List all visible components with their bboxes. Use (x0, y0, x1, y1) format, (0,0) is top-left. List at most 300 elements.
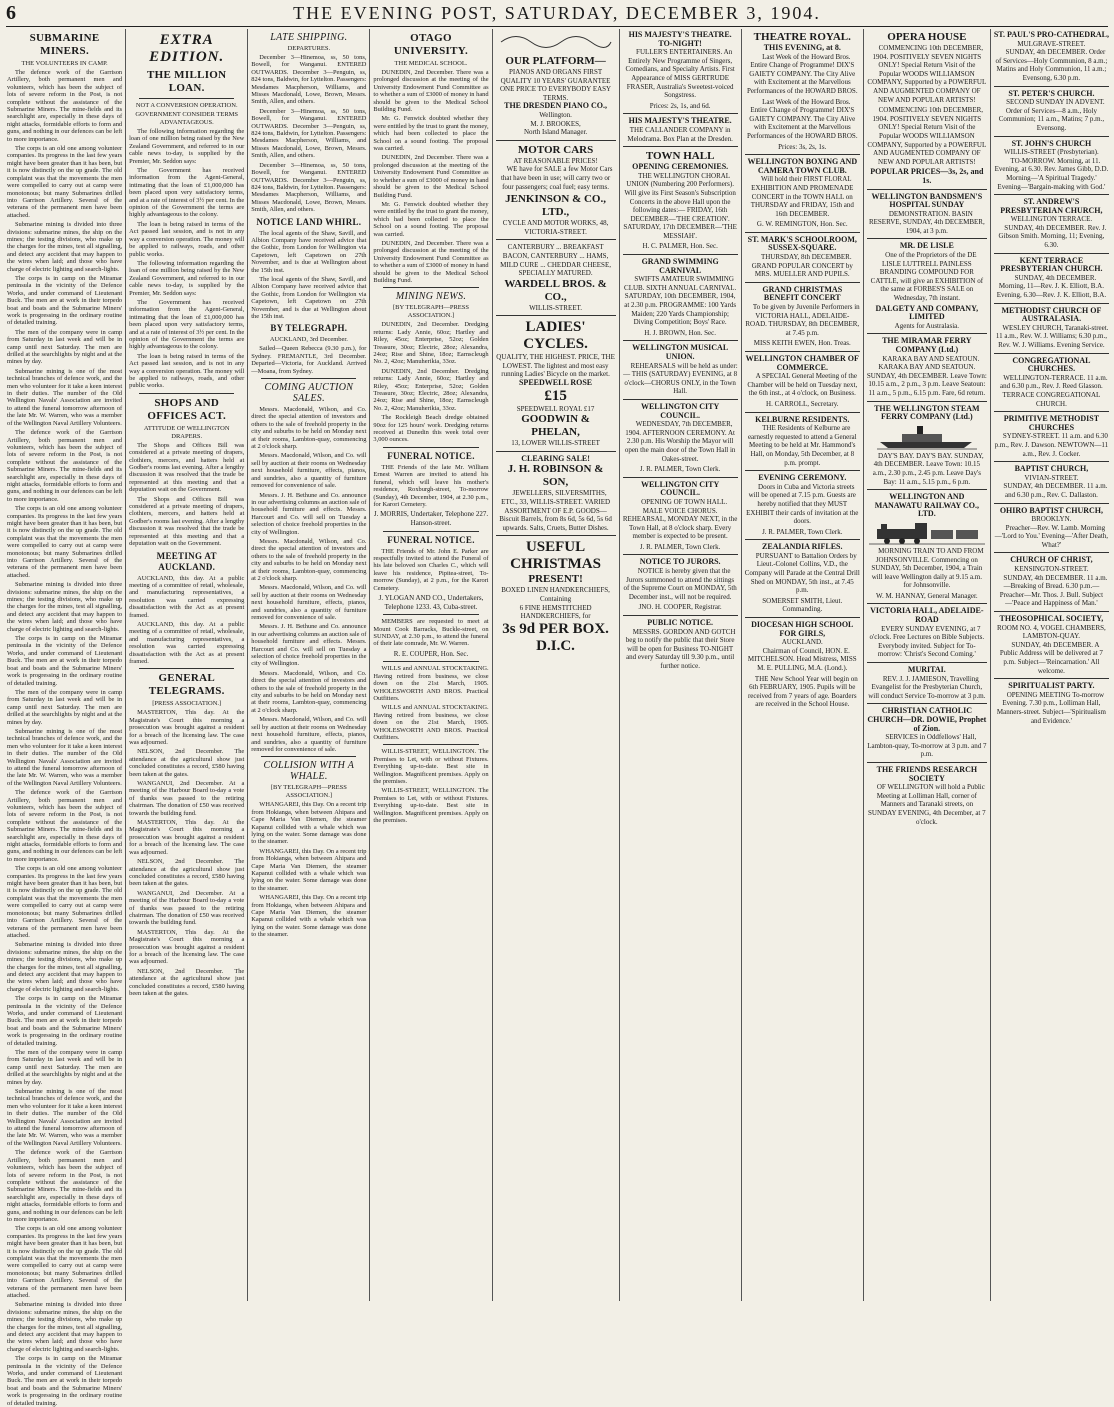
camera-club-ad (745, 158, 860, 229)
primitive-methodist-body: SYDNEY-STREET. 11 a.m. and 6.30 p.m., Rev. J. Dawson. NEWTOWN—11 a.m., Rev. J. Cocker. (994, 432, 1109, 458)
st-marks-body: THURSDAY, 8th DECEMBER. GRAND POPULAR CONCERT by MRS. MUELLER AND PUPILS. (751, 253, 853, 279)
divider (496, 535, 616, 536)
church-of-christ-title: CHURCH OF CHRIST, (1010, 555, 1093, 565)
collision-whale-headline: COLLISION WITH A WHALE. (263, 760, 355, 783)
st-pauls-title: ST. PAUL'S PRO-CATHEDRAL, (993, 30, 1109, 39)
cycle-price: £15 (544, 387, 567, 404)
congregational-body: WELLINGTON-TERRACE. 11 a.m. and 6.30 p.m., Rev. J. Reed Glasson. TERRACE CONGREGATIONAL CHURCH. (1000, 373, 1108, 408)
handkerchiefs-contains: Containing (540, 595, 572, 603)
jenkinson-company: JENKINSON & CO., LTD., (505, 193, 606, 219)
newspaper-title: THE EVENING POST, SATURDAY, DECEMBER 3, 1904. (293, 2, 821, 23)
methodist-body: WESLEY CHURCH, Taranaki-street. 11 a.m., Rev. W. J. Williams; 6.30 p.m., Rev. W. J. Williams. Evening Service. (995, 323, 1109, 349)
column-5 (493, 29, 620, 1301)
meeting-auckland-headline: MEETING AT AUCKLAND. (156, 550, 217, 572)
divider (261, 378, 356, 379)
divider (745, 232, 860, 233)
city-council-ad (623, 403, 738, 474)
theosophical-title: THEOSOPHICAL SOCIETY, (999, 614, 1104, 624)
notice-signature: R. E. COUPER, Hon. Sec. (393, 649, 469, 658)
his-majestys-ad-2 (623, 117, 738, 143)
bandsmen-ad (867, 193, 987, 236)
column-8 (864, 29, 991, 1301)
extra-edition-headline: EXTRA EDITION. (149, 32, 225, 65)
de-lisle-ad (867, 242, 987, 330)
theatre-royal-body: Last Week of the Howard Bros. Entire Change of Programme! DIX'S GAIETY COMPANY. The City Alive with Excitement at the Marvellous Performances of the HOWARD BROS. (746, 52, 858, 95)
theatre-royal-sub: THIS EVENING, at 8. (763, 43, 841, 52)
divider (745, 470, 860, 471)
st-johns-ad (994, 140, 1109, 192)
handkerchiefs-offer: 6 FINE HEMSTITCHED HANDKERCHIEFS, for (519, 603, 592, 621)
article-paragraph: Messrs. Macdonald, Wilson, and Co. direct the special attention of investors and others to the sale of freehold property in the city and suburbs to be held on Monday next at their rooms, Lambton-quay, commencing at 2 o'clock sharp. (251, 669, 367, 714)
musical-union-title: WELLINGTON MUSICAL UNION. (632, 343, 729, 361)
opera-house-title: OPERA HOUSE (887, 31, 967, 43)
divider (383, 447, 478, 448)
ohiro-sub: BROOKLYN. (1031, 515, 1072, 524)
article-paragraph: Submarine mining is one of the most technical branches of defence work, and the men who volunteer for it take a keen interest in their duties. The number of the Old Wellington Navals' Association are invited to attend the funeral tomorrow afternoon of the late Mr. W. Warren, who was a member of the Wellington Naval Artillery Volunteers. (7, 367, 123, 427)
ladies-cycles-ad (496, 319, 616, 448)
article-paragraph: The corps is an old one among volunteer companies. Its progress in the last few years might have been greater than it has been, but it is now distinctly on the up grade. The old complaint was that the movements the men were compelled to carry out at camp were monotonous; but many Submarines drilled into Garrison Artillery. Several of the veterans of the permanent men have been attached. (7, 505, 123, 579)
st-peters-title: ST. PETER'S CHURCH. (1008, 88, 1095, 98)
zealandia-rifles-ad (745, 543, 860, 614)
st-marks-title: ST. MARK'S SCHOOLROOM, SUSSEX-SQUARE. (747, 234, 857, 253)
st-johns-title: ST. JOHN'S CHURCH (1011, 138, 1092, 148)
theatre-royal-prices: Prices: 3s, 2s, 1s. (778, 142, 827, 151)
article-paragraph: The corps is in camp on the Miramar peninsula in the vicinity of the Defence Works, and under command of Lieutenant Buck. The men are at work in their torpedo boat and boats and the Submarine Miners' work is progressing in the ordinary routine of detailed training. (7, 995, 123, 1047)
column-9 (991, 29, 1112, 1301)
divider (994, 461, 1109, 462)
city-council-body: WEDNESDAY, 7th DECEMBER, 1904. AFTERNOON CEREMONY. At 2.30 p.m. His Worship the Mayor will open the main door of the Town Hall in Oakes-street. (624, 420, 736, 463)
dic-christmas-ad (496, 539, 616, 654)
primitive-methodist-ad (994, 415, 1109, 458)
rifles-sig: SOMERSET SMITH, Lieut. Commanding. (762, 596, 843, 614)
article-paragraph: Submarine mining is divided into three divisions: submarine mines, the ship on the mines; the testing divisions, who make up the charges for the mines, test all signalling, and detect any accident that may happen to the wires when laid; and those who have charge of electric lighting and search-lights. (7, 221, 123, 273)
miramar-body: KARAKA BAY AND SEATOUN. KARAKA BAY AND SEATOUN. SUNDAY, 4th DECEMBER. Leave Town: 10.15 a.m., 2 p.m., 3 p.m. Leave Seatoun: 11 a.m., 5 p.m., 6.15 p.m. Fare, 6d return. (866, 354, 987, 397)
article-paragraph: Messrs. Macdonald, Wilson, and Co. will sell by auction at their rooms on Wednesday next household furniture, effects, pianos, and sundries, also a quantity of furniture removed for convenience of sale. (251, 584, 367, 621)
divider (496, 140, 616, 141)
victoria-hall-title: VICTORIA HALL, ADELAIDE-ROAD (870, 606, 984, 625)
congregational-title: CONGREGATIONAL CHURCHES. (1012, 355, 1091, 374)
article-paragraph: AUCKLAND, this day. At a public meeting of a committee of retail, wholesale, and manufacturing representatives, a resolution was carried expressing dissatisfaction with the Act as at present framed. (129, 574, 245, 619)
divider (994, 194, 1109, 195)
column-6 (620, 29, 742, 1301)
divider (383, 661, 478, 662)
choral-union-body: THE WELLINGTON CHORAL UNION (Numbering 200 Performers). Will give its First Season's Subscription Concerts in the above Hall upon the following dates:— FRIDAY, 16th DECEMBER—'THE CREATION'. SATURDAY, 17th DECEMBER—'THE MESSIAH'. (623, 171, 737, 240)
divider (994, 253, 1109, 254)
shops-offices-headline: SHOPS AND OFFICES ACT. (147, 396, 226, 422)
clearing-sale-title: CLEARING SALE! (521, 453, 590, 463)
wardell-place: WILLIS-STREET. (529, 303, 583, 312)
st-johns-sub: WILLIS-STREET (Presbyterian). (1004, 148, 1099, 157)
notice-body: WILLIS-STREET, WELLINGTON. The Premises to Let, with or without Fixtures. Everything up-to-date. Best site in Wellington. Magnificent premises. Apply on the premises. (373, 787, 489, 825)
jenkinson-place: CYCLE AND MOTOR WORKS, 48, VICTORIA-STREET. (502, 219, 609, 236)
article-paragraph: The following information regarding the loan of one million being raised by the New Zealand Government, and referred to in our cable news to-day, is supplied by the Premier, Mr. Seddon says: (129, 259, 245, 297)
wardell-company: WARDELL BROS. & CO., (504, 277, 607, 303)
divider (745, 282, 860, 283)
divider (994, 611, 1109, 612)
jurors-body: NOTICE is hereby given that the Jurors summoned to attend the sittings of the Supreme Court on MONDAY, 5th December inst., will not be required. (623, 567, 737, 601)
opera-house-ad (867, 31, 987, 186)
city-council-sig: J. R. PALMER, Town Clerk. (639, 465, 721, 474)
swimming-sig: H. J. BROWN, Hon. Sec. (644, 328, 716, 337)
divider (994, 411, 1109, 412)
opera-house-body: COMMENCING 10th DECEMBER, 1904. POSITIVELY SEVEN NIGHTS ONLY! Special Return Visit of the Popular WOODS WILLIAMSON COMPANY, Supported by a POWERFUL AND AUGMENTED COMPANY OF NEW AND POPULAR ARTISTS! (867, 106, 987, 166)
coming-auction-sales-headline: COMING AUCTION SALES. (264, 382, 354, 405)
benefit-concert-title: GRAND CHRISTMAS BENEFIT CONCERT (762, 284, 843, 303)
theosophical-body: SUNDAY, 4th DECEMBER. A Public Address will be delivered at 7 p.m. Subject—'Reincarnation.' All welcome. (999, 640, 1103, 675)
steam-ferry-title: THE WELLINGTON STEAM FERRY COMPANY (Ltd.) (874, 403, 980, 422)
motor-cars-body: WE have for SALE a few Motor Cars that have been in use; will carry two or four passengers; coal fuel; easy terms. (500, 165, 613, 191)
robinson-company: J. H. ROBINSON & SON, (507, 463, 604, 489)
cycle-model-2: SPEEDWELL ROYAL £17 (516, 404, 595, 413)
dic-company: D.I.C. (536, 637, 575, 654)
divider (867, 489, 987, 490)
divider (994, 303, 1109, 304)
article-paragraph: The corps is in camp on the Miramar peninsula in the vicinity of the Defence Works, and under command of Lieutenant Buck. The men are at work in their torpedo boat and boats and the Submarine Miners' work is progressing in the ordinary routine of detailed training. (7, 635, 123, 687)
article-paragraph: DUNEDIN, 2nd December. There was a prolonged discussion at the meeting of the University Endowment Fund Committee as to whether a sum of £3000 of money in hand should be given to the Medical School Building Fund. (373, 69, 489, 114)
article-paragraph: The loan is being raised in terms of the Act passed last session, and is not in any way a conversion operation. The money will be applied to railways, roads, and other public works. (129, 220, 245, 258)
his-majestys-ad (623, 31, 738, 110)
handkerchiefs-price: 3s 9d PER BOX. (502, 620, 609, 637)
article-paragraph: The men of the company were in camp from Saturday in last week and will be in camp until next Saturday. The men are drilled at the searchlights by night and at the mines by day. (7, 328, 123, 366)
dateline: AUCKLAND, 3rd December. (269, 336, 348, 344)
swimming-title: GRAND SWIMMING CARNIVAL (641, 257, 719, 275)
steamer-icon (872, 424, 982, 450)
article-paragraph: The men of the company were in camp from Saturday in last week and will be in camp until next Saturday. The men are drilled at the searchlights by night and at the mines by day. (7, 688, 123, 726)
camera-club-sig: G. W. REMINGTON, Hon. Sec. (756, 220, 848, 229)
opera-house-prices: POPULAR PRICES—3s, 2s, and 1s. (870, 167, 984, 185)
divider (745, 351, 860, 352)
column-4 (370, 29, 492, 1301)
motor-cars-sub: AT REASONABLE PRICES! (513, 156, 598, 165)
high-school-ad (745, 621, 860, 709)
evening-ceremony-title: EVENING CEREMONY. (758, 473, 847, 483)
divider (867, 762, 987, 763)
article-paragraph: The local agents of the Shaw, Savill, and Albion Company have received advice that the Gothic, from London for Wellington via Capetown, left Capetown on 27th November, and is due at Wellington about the 15th inst. (251, 229, 367, 274)
divider (867, 662, 987, 663)
chamber-title: WELLINGTON CHAMBER OF COMMERCE. (745, 354, 859, 372)
opera-house-body: COMMENCING 10th DECEMBER, 1904. POSITIVELY SEVEN NIGHTS ONLY! Special Return Visit of the Popular WOODS WILLIAMSON COMPANY, Supported by a POWERFUL AND AUGMENTED COMPANY OF NEW AND POPULAR ARTISTS! (867, 44, 987, 104)
chamber-commerce-ad (745, 355, 860, 409)
high-school-body: Chairman of Council, HON. E. MITCHELSON. Head Mistress, MISS M. E. PULLING, M.A. (Lond.). (747, 646, 857, 672)
funeral-notice-body: THE Friends of the late Mr. William Ernest Warren are invited to attend his funeral, which will leave his mother's residence, Roxburgh-street, To-morrow (Sunday), 4th December, 1904, at 2.30 p.m., for Karori Cemetery. (373, 463, 489, 508)
divider (623, 477, 738, 478)
divider (745, 617, 860, 618)
article-paragraph: WHANGAREI, this Day. On a recent trip from Hokianga, when between Ahipara and Cape Maria Van Diemen, the steamer Kapanui collided with a whale which was lying on the water. Some damage was done to the steamer. (251, 894, 367, 939)
theatre-prices: Prices: 2s, 1s, and 6d. (649, 101, 711, 110)
article-paragraph: Messrs. J. H. Bethune and Co. announce in our advertising columns an auction sale of household furniture and effects. Messrs. Harcourt and Co. will sell on Tuesday a selection of choice freehold properties in the city of Wellington. (251, 491, 367, 536)
ferry-steamer-illustration (867, 424, 987, 450)
wardell-products: CANTERBURY ... BREAKFAST BACON, CANTERBURY ... HAMS, MILD CURE ... CHEDDAR CHEESE, SPECIALLY MATURED. (500, 243, 611, 278)
article-paragraph: AUCKLAND, this day. At a public meeting of a committee of retail, wholesale, and manufacturing representatives, a resolution was carried expressing dissatisfaction with the Act as at present framed. (129, 620, 245, 665)
mining-news-headline: MINING NEWS. (395, 291, 467, 303)
article-paragraph: Messrs. Macdonald, Wilson, and Co. will sell by auction at their rooms on Wednesday next household furniture, effects, pianos, and sundries, also a quantity of furniture removed for convenience of sale. (251, 716, 367, 753)
columns (4, 29, 1112, 1407)
article-paragraph: NELSON, 2nd December. The attendance at the agricultural show just concluded constitutes a record, £580 having been taken at the gates. (129, 748, 245, 778)
article-paragraph: The defence work of the Garrison Artillery, both permanent men and volunteers, which has been the subject of lots of severe reform in the Post, is not complete without the assistance of the Submarine Miners. The mine-fields and its searchlight are, especially in these days of night attacks, formidable efforts to form and guns, and nothing in our defences can be left to more importance. (7, 1149, 123, 1223)
article-paragraph: Submarine mining is divided into three divisions: submarine mines, the ship on the mines; the testing divisions, who make up the charges for the mines, test all signalling, and detect any accident that may happen to the wires when laid; and those who have charge of electric lighting and search-lights. (7, 941, 123, 993)
st-andrews-body: SUNDAY, 4th DECEMBER. Rev. J. Gibson Smith. Morning, 11; Evening, 6.30. (998, 223, 1107, 250)
article-paragraph: The Shops and Offices Bill was considered at a private meeting of drapers, clothiers, mercers, and hatters held at Godber's rooms last evening. After a lengthy discussion it was resolved that the trade be represented at this meeting and that a deputation wait on the Government. (129, 441, 245, 494)
jurors-title: NOTICE TO JURORS. (639, 557, 721, 567)
de-lisle-title: MR. DE LISLE (899, 241, 954, 251)
article-paragraph: WANGANUI, 2nd December. At a meeting of the Harbour Board to-day a vote of thanks was passed to the retiring chairman. The donation of £50 was received towards the building fund. (129, 889, 245, 927)
notice-body: WILLIS-STREET, WELLINGTON. The Premises to Let, with or without Fixtures. Everything up-to-date. Best site in Wellington. Magnificent premises. Apply on the premises. (373, 748, 489, 786)
kent-terrace-ad (994, 257, 1109, 300)
town-hall-title: TOWN HALL (645, 150, 715, 163)
column-7 (742, 29, 864, 1301)
article-paragraph: The corps is an old one among volunteer companies. Its progress in the last few years might have been greater than it has been, but it is now distinctly on the up grade. The old complaint was that the movements the men were compelled to carry out at camp were monotonous; but many Submarines drilled into Garrison Artillery. Several of the veterans of the permanent men have been attached. (7, 1225, 123, 1299)
divider (867, 189, 987, 190)
divider (994, 86, 1109, 87)
article-paragraph: The corps is an old one among volunteer companies. Its progress in the last few years might have been greater than it has been, but it is now distinctly on the up grade. The old complaint was that the movements the men were compelled to carry out at camp were monotonous; but many Submarines drilled into Garrison Artillery. Several of the veterans of the permanent men have been attached. (7, 145, 123, 219)
divider (383, 531, 478, 532)
de-lisle-body: One of the Proprietors of the DE LISLE LUTTRELL PAINLESS BRANDING COMPOUND FOR CATTLE, will give an EXHIBITION of the same at FORBES'S SALE on Wednesday, 7th instant. (870, 251, 984, 303)
divider (496, 239, 616, 240)
article-paragraph: Submarine mining is one of the most technical branches of defence work, and the men who volunteer for it take a keen interest in their duties. The number of the Old Wellington Navals' Association are invited to attend the funeral tomorrow afternoon of the late Mr. W. Warren, who was a member of the Wellington Naval Artillery Volunteers. (7, 1088, 123, 1147)
high-school-title: DIOCESAN HIGH SCHOOL FOR GIRLS, (751, 620, 854, 638)
divider (867, 401, 987, 402)
article-paragraph: The men of the company were in camp from Saturday in last week and will be in camp until next Saturday. The men are drilled at the searchlights by night and at the mines by day. (7, 1049, 123, 1086)
baptist-ad (994, 465, 1109, 499)
kelburne-title: KELBURNE RESIDENTS. (755, 414, 850, 424)
catholic-church-ad (867, 707, 987, 759)
dresden-manager: M. J. BROOKES, (530, 119, 581, 128)
st-johns-body: TO-MORROW. Morning, at 11. Evening, at 6.30. Rev. James Gibb, D.D. Morning—'A Spiritual Tragedy.' Evening—'Bargain-making with God.' (994, 156, 1109, 191)
chamber-sig: H. CARROLL, Secretary. (766, 399, 839, 408)
article-paragraph: WHANGAREI, this Day. On a recent trip from Hokianga, when between Ahipara and Cape Maria Van Diemen, the steamer Kapanui collided with a whale which was lying on the water. Some damage was done to the steamer. (251, 801, 367, 846)
divider (994, 552, 1109, 553)
theatre-royal-ad (745, 31, 860, 151)
miramar-title: THE MIRAMAR FERRY COMPANY (Ltd.) (882, 336, 972, 354)
by-telegraph-headline: BY TELEGRAPH. (270, 323, 348, 334)
article-paragraph: The local agents of the Shaw, Savill, and Albion Company have received advice that the Gothic, from London for Wellington via Capetown, left Capetown on 27th November, and is due at Wellington about the 15th inst. (251, 275, 367, 320)
general-telegrams-headline: GENERAL TELEGRAMS. (148, 672, 225, 698)
methodist-ad (994, 307, 1109, 350)
article-paragraph: The defence work of the Garrison Artillery, both permanent men and volunteers, which has been the subject of lots of severe reform in the Post, is not complete without the assistance of the Submarine Miners. The mine-fields and its searchlight are, especially in these days of night attacks, formidable efforts to form and guns, and nothing in our defences can be left to more importance. (7, 429, 123, 503)
article-paragraph: Messrs. Macdonald, Wilson, and Co. direct the special attention of investors and others to the sale of freehold property in the city and suburbs to be held on Monday next at their rooms, Lambton-quay, commencing at 2 o'clock sharp. (251, 406, 367, 451)
theatre-body: FULLER'S ENTERTAINERS. An Entirely New Programme of Singers, Comedians, and Specialty Artists. First Appearance of MISS GERTRUDE FRASER, Australia's Sweetest-voiced Songstress. (625, 48, 735, 100)
article-paragraph: MASTERTON, This day. At the Magistrate's Court this morning a prosecution was brought against a resident for a breach of the licensing law. The case was adjourned. (129, 819, 245, 856)
st-andrews-sub: WELLINGTON TERRACE. (1010, 215, 1093, 224)
methodist-title: METHODIST CHURCH OF AUSTRALASIA. (1001, 305, 1102, 324)
divider (139, 668, 234, 669)
undertaker-signature: J. MORRIS, Undertaker, Telephone 227. Hanson-street. (373, 510, 489, 527)
article-paragraph: Messrs. Macdonald, Wilson, and Co. will sell by auction at their rooms on Wednesday next household furniture, effects, pianos, and sundries, also a quantity of furniture removed for convenience of sale. (251, 452, 367, 490)
article-paragraph: The Rockleigh Beach dredge obtained 90oz for 125 hours' work. Dredging returns received at Dunedin this week total over 3,000 ounces. (373, 414, 489, 444)
press-association-credit: [PRESS ASSOCIATION.] (152, 700, 222, 708)
miramar-ferry-ad (867, 337, 987, 397)
ohiro-baptist-ad (994, 507, 1109, 550)
article-paragraph: The corps is in camp on the Miramar peninsula in the vicinity of the Defence Works, and under command of Lieutenant Buck. The men are at work in their torpedo boat and boats and the Submarine Miners' work is progressing in the ordinary routine of detailed training. (7, 1355, 123, 1407)
christmas-word: CHRISTMAS (510, 556, 601, 573)
congregational-ad (994, 357, 1109, 409)
railway-sig: W. M. HANNAY, General Manager. (876, 591, 978, 600)
ohiro-body: Preacher—Rev. W. Lamb. Morning—'Lord to You.' Evening—'After Death, What?' (994, 523, 1109, 549)
st-andrews-title: ST. ANDREW'S PRESBYTERIAN CHURCH, (1000, 197, 1103, 215)
opening-ceremonies: OPENING CEREMONIES. (632, 162, 729, 172)
article-paragraph: Mr. G. Fenwick doubted whether they were entitled by the trust to grant the money, which had been collected to place the School on a sound footing. The proposal was carried. (373, 200, 489, 238)
st-marks-ad (745, 236, 860, 279)
article-paragraph: The Government has received information from the Agent-General, intimating that the loan of £1,000,000 has been placed upon very satisfactory terms, and at a rate of interest of 3½ per cent. In the opinion of the Government the terms are highly advantageous to the colony. (129, 298, 245, 351)
article-paragraph: MASTERTON, This day. At the Magistrate's Court this morning a prosecution was brought against a resident for a breach of the licensing law. The case was adjourned. (129, 928, 245, 966)
divider (745, 412, 860, 413)
train-illustration (867, 521, 987, 545)
divider (383, 744, 478, 745)
divider (867, 703, 987, 704)
article-paragraph: DUNEDIN, 2nd December. Dredging returns: Lady Annie, 60oz; Hartley and Riley, 45oz; Enterprise, 52oz; Golden Treasure, 30oz; Electric, 28oz; Alexandra, 24oz; Rise and Shine, 18oz; Earnscleugh No. 2, 42oz; Manuherikia, 33oz. (373, 321, 489, 366)
st-peters-ad (994, 90, 1109, 133)
motor-cars-title: MOTOR CARS (517, 143, 594, 156)
article-paragraph: Mr. G. Fenwick doubted whether they were entitled by the trust to grant the money, which had been collected to place the School on a sound footing. The proposal was carried. (373, 115, 489, 153)
divider (623, 146, 738, 147)
robinson-ad (496, 455, 616, 533)
divider (261, 756, 356, 757)
wardell-ad (496, 243, 616, 312)
article-paragraph: The Shops and Offices Bill was considered at a private meeting of drapers, clothiers, mercers, and hatters held at Godber's rooms last evening. After a lengthy discussion it was resolved that the trade be represented at this meeting and that a deputation wait on the Government. (129, 495, 245, 548)
divider (623, 340, 738, 341)
platform-heading (496, 31, 616, 53)
undertaker-signature: J. YLOGAN AND CO., Undertakers, Telephone 1233. 43, Cuba-street. (378, 593, 484, 611)
st-andrews-ad (994, 198, 1109, 250)
church-of-christ-body: SUNDAY, 4th DECEMBER. 11 a.m.—Breaking of Bread. 6.30 p.m.—Preacher—Mr. Thos. J. Bull. Subject—'Peace and Happiness of Man.' (999, 573, 1108, 608)
notice-body: WILLS and ANNUAL STOCKTAKING. Having retired from business, we close down on the 21st March, 1905. WHOLESWORTH AND BROS. Practical Outfitters. (373, 704, 489, 741)
public-notice-ad (623, 619, 738, 671)
theatre-title: HIS MAJESTY'S THEATRE. TO-NIGHT! (628, 30, 732, 48)
chamber-body: A SPECIAL General Meeting of the Chamber will be held on Tuesday next, the 6th inst., at 4 o'clock, on Business. (747, 372, 858, 398)
jurors-sig: JNO. H. COOPER, Registrar. (638, 603, 722, 612)
railway-title: WELLINGTON AND MANAWATU RAILWAY CO., LTD. (874, 492, 979, 519)
baptist-title: BAPTIST CHURCH, (1014, 464, 1089, 474)
goodwin-company: GOODWIN & PHELAN, (521, 413, 590, 439)
muritai-title: MURITAI. (907, 665, 946, 675)
late-shipping-headline: LATE SHIPPING. (270, 32, 348, 43)
rifles-body: PURSUANT to Battalion Orders by Lieut.-Colonel Collins, V.D., the Company will Parade at the Central Drill Shed on MONDAY, 5th inst., at 7.45 p.m. (744, 551, 860, 595)
divider (139, 393, 234, 394)
evening-ceremony-body: Doors in Cuba and Victoria streets will be opened at 7.15 p.m. Guests are hereby notified that they MUST EXHIBIT their cards of invitation at the doors. (746, 482, 859, 526)
article-paragraph: WANGANUI, 2nd December. At a meeting of the Harbour Board to-day a vote of thanks was passed to the retiring chairman. The donation of £50 was received towards the building fund. (129, 780, 245, 817)
divider (496, 315, 616, 316)
divider (623, 399, 738, 400)
dalgety-title: DALGETY AND COMPANY, LIMITED (875, 303, 979, 322)
divider (139, 98, 234, 99)
theatre-royal-body: Last Week of the Howard Bros. Entire Change of Programme! DIX'S GAIETY COMPANY. The City Alive with Excitement at the Marvellous Performances of the HOWARD BROS. (746, 97, 858, 140)
kelburne-ad (745, 416, 860, 468)
st-peters-body: SECOND SUNDAY IN ADVENT. Order of Services—8 a.m., Holy Communion; 11 a.m., Matins; 7 p.m., Evensong. (998, 98, 1105, 132)
press-association-credit: [BY TELEGRAPH—PRESS ASSOCIATION.] (392, 304, 469, 320)
article-paragraph: Submarine mining is divided into three divisions: submarine mines, the ship on the mines; the testing divisions, who make up the charges for the mines, test all signalling, and detect any accident that may happen to the wires when laid; and those who have charge of electric lighting and search-lights. (7, 1301, 123, 1353)
divider (383, 287, 478, 288)
divider (496, 451, 616, 452)
divider (745, 539, 860, 540)
city-council-ad-2 (623, 481, 738, 552)
steam-ferry-ad (867, 405, 987, 487)
article-paragraph: Messrs. Macdonald, Wilson, and Co. direct the special attention of investors and others to the sale of freehold property in the city and suburbs to be held on Monday next at their rooms, Lambton-quay, commencing at 2 o'clock sharp. (251, 537, 367, 582)
kent-terrace-title: KENT TERRACE PRESBYTERIAN CHURCH. (1000, 255, 1103, 274)
million-loan-subhead: THE MILLION LOAN. (147, 69, 227, 94)
dresden-place: Wellington. (539, 110, 572, 119)
masthead (6, 0, 1108, 27)
notice-to-jurors-ad (623, 558, 738, 612)
article-paragraph: NELSON, 2nd December. The attendance at the agricultural show just concluded constitutes a record, £580 having been taken at the gates. (129, 858, 245, 888)
cycle-model: SPEEDWELL ROSE (518, 378, 593, 388)
baptist-sub: VIVIAN-STREET. (1024, 473, 1079, 482)
divider (994, 678, 1109, 679)
kicker: GOVERNMENT CONSIDER TERMS ADVANTAGEOUS. (135, 111, 239, 126)
divider (383, 614, 478, 615)
ladies-cycles-body: QUALITY, THE HIGHEST. PRICE, THE LOWEST. The lightest and most easy running Ladies' Bicycle on the market. (496, 353, 615, 379)
kelburne-body: THE Residents of Kelburne are earnestly requested to attend a General Meeting to be held at Mr. Hammond's Hall, on Monday, 5th December, at 8 p.m. prompt. (747, 424, 857, 467)
column-3 (248, 29, 370, 1301)
article-paragraph: Submarine mining is divided into three divisions: submarine mines, the ship on the mines; the testing divisions, who make up the charges for the mines, test all signalling, and detect any accident that may happen to the wires when laid; and those who have charge of electric lighting and search-lights. (7, 581, 123, 633)
railway-ad (867, 493, 987, 600)
church-of-christ-sub: KENSINGTON-STREET. (1014, 565, 1089, 574)
article-paragraph: MASTERTON, This day. At the Magistrate's Court this morning a prosecution was brought against a resident for a breach of the licensing law. The case was adjourned. (129, 709, 245, 746)
baptist-body: SUNDAY, 4th DECEMBER. 11 a.m. and 6.30 p.m., Rev. C. Dallaston. (1003, 482, 1108, 499)
divider (623, 113, 738, 114)
divider (994, 353, 1109, 354)
article-paragraph: The defence work of the Garrison Artillery, both permanent men and volunteers, which has been the subject of lots of severe reform in the Post, is not complete without the assistance of the Submarine Miners. The mine-fields and its searchlight are, especially in these days of night attacks, formidable efforts to form and guns, and nothing in our defences can be left to more importance. (7, 789, 123, 863)
motor-cars-ad (496, 144, 616, 237)
dresden-manager-role: North Island Manager. (523, 128, 588, 137)
column-1 (4, 29, 126, 1407)
city-council-title: WELLINGTON CITY COUNCIL. (640, 401, 720, 420)
rifles-title: ZEALANDIA RIFLES. (762, 542, 843, 552)
article-paragraph: The corps is in camp on the Miramar peninsula in the vicinity of the Defence Works, and under command of Lieutenant Buck. The men are at work in their torpedo boat and boats and the Submarine Miners' work is progressing in the ordinary routine of detailed training. (7, 274, 123, 327)
primitive-methodist-title: PRIMITIVE METHODIST CHURCHES (1003, 414, 1100, 432)
article-paragraph: Messrs. J. H. Bethune and Co. announce in our advertising columns an auction sale of household furniture and effects. Messrs. Harcourt and Co. will sell on Tuesday a selection of choice freehold properties in the city of Wellington. (251, 623, 367, 668)
st-pauls-ad (994, 31, 1109, 83)
divider (745, 154, 860, 155)
victoria-hall-ad (867, 607, 987, 659)
town-hall-ad (623, 150, 738, 251)
funeral-notice-body: THE Friends of Mr. John E. Parker are respectfully invited to attend the Funeral of his late beloved son Charles C., which will leave his residence, Pipitea-street, To-morrow (Sunday), at 2 p.m., for the Karori Cemetery. (373, 547, 489, 592)
page-number: 6 (6, 1, 16, 24)
present-word: PRESENT! (528, 573, 583, 586)
article-paragraph: The loan is being raised in terms of the Act passed last session, and is not in any way a conversion operation. The money will be applied to railways, roads, and other public works. (129, 352, 245, 390)
ladies-cycles-title: LADIES' CYCLES. (523, 319, 588, 353)
column-2 (126, 29, 248, 1301)
bandsmen-title: WELLINGTON BANDSMEN'S HOSPITAL SUNDAY (871, 191, 983, 210)
theatre-title: HIS MAJESTY'S THEATRE. (628, 116, 732, 126)
st-pauls-body: SUNDAY, 4th DECEMBER. Order of Services—Holy Communion, 8 a.m.; Matins and Holy Communion, 11 a.m.; Evensong, 6.30 p.m. (995, 48, 1108, 82)
divider (623, 254, 738, 255)
article-paragraph: December 3—Hinemoa, ss, 50 tons, Bowell, for Wanganui. ENTERED OUTWARDS. December 3—Penguin, ss, 824 tons, Baldwin, for Lyttelton. Passengers: Mesdames Macpherson, Williams, and Misses Macdonald, Lowe, Brown, Messrs. Smith, Allen, and others. (251, 107, 367, 160)
catholic-church-title: CHRISTIAN CATHOLIC CHURCH—DR. DOWIE, Prophet of Zion. (867, 706, 987, 733)
camera-club-title: WELLINGTON BOXING AND CAMERA TOWN CLUB. (747, 157, 858, 175)
swimming-carnival-ad (623, 258, 738, 337)
locomotive-icon (867, 521, 987, 545)
divider (994, 136, 1109, 137)
high-school-sub: AUCKLAND. (781, 638, 823, 647)
swimming-body: SWIFTS AMATEUR SWIMMING CLUB. SIXTH ANNUAL CARNIVAL. SATURDAY, 10th DECEMBER, 1904, at 2.30 p.m. PROGRAMME: 100 Yards Maiden; 220 Yards Championship; Diving Competition; Boys' Race. (624, 275, 737, 327)
divider (867, 603, 987, 604)
article-paragraph: DUNEDIN, 2nd December. There was a prolonged discussion at the meeting of the University Endowment Fund Committee as to whether a sum of £3000 of money in hand should be given to the Medical School Building Fund. (373, 239, 489, 284)
railway-body: MORNING TRAIN TO AND FROM JOHNSONVILLE. Commencing on SUNDAY, 5th December, 1904, a Train will leave Wellington daily at 9.15 a.m. for Johnsonville. (871, 546, 984, 590)
theatre-body: THE CALLANDER COMPANY in Melodrama. Box Plan at the Dresden. (627, 125, 733, 143)
city-council-body: OPENING OF TOWN HALL. MALE VOICE CHORUS. REHEARSAL, MONDAY NEXT, in the Town Hall, at 8 o'clock sharp. Every member is expected to be present. (622, 497, 738, 541)
public-notice-body: MESSRS. GORDON AND GOTCH beg to notify the public that their Store will be open for Business TO-NIGHT and every Saturday till 9.30 p.m., until further notice. (625, 627, 736, 670)
research-society-body: OF WELLINGTON will hold a Public Meeting at Lolliman Hall, corner of Manners and Taranaki streets, on SUNDAY EVENING, 4th December, at 7 o'clock. (868, 783, 986, 826)
medical-school-subhead: THE MEDICAL SCHOOL. (394, 60, 468, 67)
useful-word: USEFUL (525, 539, 586, 556)
evening-ceremony-ad (745, 474, 860, 536)
notice-body: WILLS and ANNUAL STOCKTAKING. Having retired from business, we close down on the 21st March, 1905. WHOLESWORTH AND BROS. Practical Outfitters. (373, 665, 489, 702)
article-paragraph: The following information regarding the loan of one million being raised by the New Zealand Government, and referred to in our cable news to-day, is supplied by the Premier, Mr. Seddon says: (129, 128, 245, 165)
article-paragraph: DUNEDIN, 2nd December. There was a prolonged discussion at the meeting of the University Endowment Fund Committee as to whether a sum of £3000 of money in hand should be given to the Medical School Building Fund. (373, 154, 489, 199)
decorative-scroll-icon (496, 31, 616, 53)
kent-terrace-body: SUNDAY, 4th DECEMBER. Morning, 11—Rev. J. K. Elliott, B.A. Evening, 6.30—Rev. J. K. Elliott, B.A. (996, 273, 1107, 300)
handkerchiefs-line: BOXED LINEN HANDKERCHIEFS, (501, 586, 610, 595)
